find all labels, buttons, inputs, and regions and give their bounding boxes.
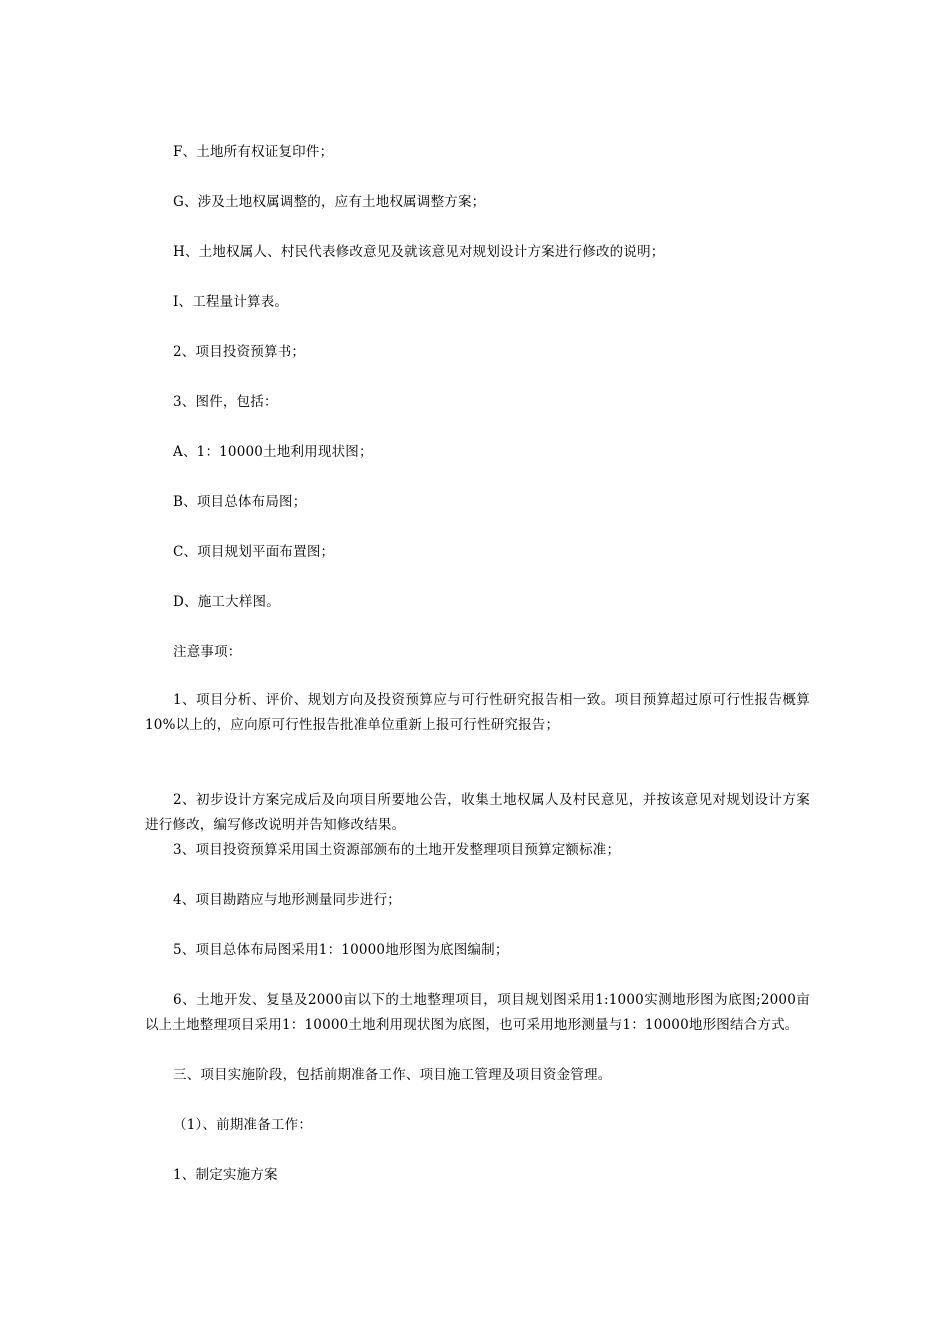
item-g-ownership-adjustment: G、涉及土地权属调整的，应有土地权属调整方案； (173, 194, 486, 210)
item-h-modification-notes: H、土地权属人、村民代表修改意见及就该意见对规划设计方案进行修改的说明； (173, 244, 665, 260)
item-a-land-use-map: A、1：10000土地利用现状图； (173, 444, 373, 460)
subsection-preparation: （1）、前期准备工作： (173, 1117, 313, 1133)
item-b-layout-map: B、项目总体布局图； (173, 494, 307, 510)
note-6: 6、土地开发、复垦及2000亩以下的土地整理项目，项目规划图采用1:1000实测地形图为底图;2000亩以上土地整理项目采用1：10000土地利用现状图为底图，也可采用地形测量与1：10000地形图结合方式。 (145, 992, 810, 1033)
note-2: 2、初步设计方案完成后及向项目所要地公告，收集土地权属人及村民意见，并按该意见对规划设计方案进行修改，编写修改说明并告知修改结果。 (145, 792, 810, 833)
notes-heading: 注意事项： (173, 644, 242, 660)
item-d-construction-detail: D、施工大样图。 (173, 594, 280, 610)
item-i-quantity-table: I、工程量计算表。 (173, 294, 289, 310)
step-1-implementation-plan: 1、制定实施方案 (173, 1167, 278, 1183)
note-4: 4、项目勘踏应与地形测量同步进行； (173, 892, 401, 908)
item-f-land-ownership-copy: F、土地所有权证复印件； (173, 144, 334, 160)
item-c-plan-map: C、项目规划平面布置图； (173, 544, 335, 560)
note-5: 5、项目总体布局图采用1：10000地形图为底图编制； (173, 942, 509, 958)
item-2-budget-book: 2、项目投资预算书； (173, 344, 306, 360)
note-3: 3、项目投资预算采用国土资源部颁布的土地开发整理项目预算定额标准； (173, 842, 621, 858)
section-3-heading: 三、项目实施阶段，包括前期准备工作、项目施工管理及项目资金管理。 (173, 1067, 612, 1083)
item-3-drawings: 3、图件，包括： (173, 394, 278, 410)
note-1: 1、项目分析、评价、规划方向及投资预算应与可行性研究报告相一致。项目预算超过原可行性报告概算10%以上的，应向原可行性报告批准单位重新上报可行性研究报告； (145, 692, 810, 733)
